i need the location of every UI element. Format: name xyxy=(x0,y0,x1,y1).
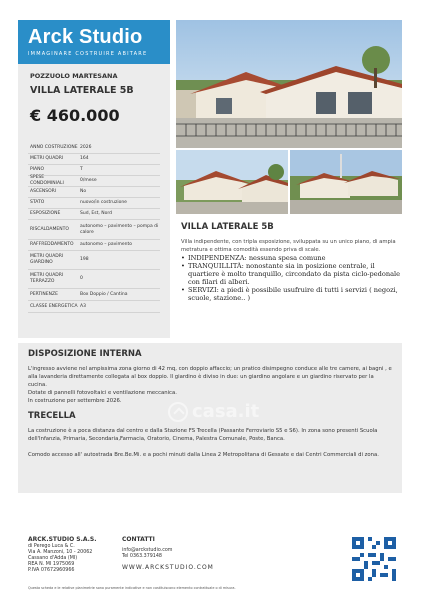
layout-paragraph: Dotate di pannelli fotovoltaici e ventilazione meccanica. xyxy=(28,390,177,396)
spec-row xyxy=(28,220,160,240)
summary-bullet xyxy=(181,254,401,262)
layout-paragraph: In costruzione per settembre 2026. xyxy=(28,398,122,404)
spec-row xyxy=(28,270,160,289)
spec-value: No xyxy=(80,189,87,194)
spec-label: PIANO xyxy=(30,167,45,172)
contact-phone[interactable]: Tel 0363.379148 xyxy=(122,554,162,559)
area-heading: TRECELLA xyxy=(28,411,76,421)
summary-bullet xyxy=(181,286,401,302)
area-paragraph: Comodo accesso all' autostrada Bre.Be.Mi. e a pochi minuti dalla Linea 2 Metropolitana di Gessate e dai Centri Commerciali di zona. xyxy=(28,452,379,458)
spec-value: 2026 xyxy=(80,145,92,150)
spec-value: nuovo/in costruzione xyxy=(80,200,127,205)
company-line: P.IVA 07672960966 xyxy=(28,568,75,573)
disclaimer: Questa scheda e le relative planimetrie sono puramente indicative e non costituiscono elemento contrattuale o di misura. xyxy=(28,586,236,590)
listing-price: € 460.000 xyxy=(30,106,120,125)
contacts xyxy=(122,537,214,571)
watermark xyxy=(168,401,259,422)
spec-label: SPESE CONDOMINIALI xyxy=(30,175,64,186)
spec-value: autonomo – pavimento xyxy=(80,242,133,247)
spec-value: 0 xyxy=(80,276,83,281)
company-line: Via A. Manzoni, 10 - 20062 xyxy=(28,550,93,555)
qr-code-icon[interactable] xyxy=(352,537,396,581)
watermark-text: casa.it xyxy=(192,401,260,422)
spec-label: ANNO COSTRUZIONE xyxy=(30,145,78,150)
company-line: Cassano d'Adda (MI) xyxy=(28,556,78,561)
description-section xyxy=(18,343,402,493)
bullet-text: INDIPENDENZA: nessuna spesa comune xyxy=(188,254,326,262)
spec-label: PERTINENZE xyxy=(30,291,58,297)
paragraph-spacer xyxy=(28,443,392,451)
spec-value: 0/mese xyxy=(80,178,97,183)
spec-value: A3 xyxy=(80,303,86,309)
brand-tagline: IMMAGINARE COSTRUIRE ABITARE xyxy=(28,51,148,57)
bullet-text: SERVIZI: a piedi è possibile usufruire di tutti i servizi ( negozi, scuole, stazione.. ) xyxy=(188,286,398,302)
contacts-title: CONTATTI xyxy=(122,536,155,543)
spec-row xyxy=(28,176,160,187)
spec-label: METRI QUADRI TERRAZZO xyxy=(30,273,64,284)
layout-heading: DISPOSIZIONE INTERNA xyxy=(28,349,142,359)
render-photo-aerial xyxy=(290,150,402,214)
summary-bullet xyxy=(181,262,401,286)
spec-row xyxy=(28,240,160,251)
spec-row xyxy=(28,209,160,220)
spec-row xyxy=(28,251,160,270)
spec-row xyxy=(28,301,160,313)
company-line: di Perego Luca & C. xyxy=(28,544,75,549)
company-info xyxy=(28,537,97,574)
summary-title: VILLA LATERALE 5B xyxy=(181,222,274,232)
spec-value: T xyxy=(80,167,83,172)
spec-value: 164 xyxy=(80,156,89,161)
listing-info-panel xyxy=(18,20,170,338)
spec-label: METRI QUADRI GIARDINO xyxy=(30,254,64,265)
specs-table xyxy=(28,143,160,313)
spec-label: METRI QUADRI xyxy=(30,156,64,161)
listing-location: POZZUOLO MARTESANA xyxy=(30,72,118,80)
spec-value: Sud, Est, Nord xyxy=(80,211,112,216)
brand-header xyxy=(18,20,170,64)
spec-value: Box Doppio / Cantina xyxy=(80,291,128,297)
spec-label: RISCALDAMENTO xyxy=(30,226,69,232)
spec-label: STATO xyxy=(30,200,45,205)
spec-label: RAFFREDDAMENTO xyxy=(30,242,74,247)
company-line: REA N. MI 1975069 xyxy=(28,562,75,567)
house-logo-icon xyxy=(168,402,188,422)
render-photo-side xyxy=(176,150,288,214)
spec-value: autonomo – pavimento – pompa di calore xyxy=(80,223,159,235)
spec-row xyxy=(28,198,160,209)
spec-row xyxy=(28,289,160,301)
spec-row xyxy=(28,154,160,165)
spec-row xyxy=(28,187,160,198)
bullet-text: TRANQUILLITÀ: nonostante sia in posizione centrale, il quartiere è molto tranquillo, circondato da pista ciclo-pedonale con filari di alberi. xyxy=(188,262,401,286)
main-render-photo xyxy=(176,20,402,148)
bullet-dot-icon: • xyxy=(181,254,185,262)
spec-label: ASCENSORI xyxy=(30,189,57,194)
spec-label: CLASSE ENERGETICA xyxy=(30,303,78,309)
spec-row xyxy=(28,143,160,154)
spec-label: ESPOSIZIONE xyxy=(30,211,61,216)
bullet-dot-icon: • xyxy=(181,286,185,294)
company-name: ARCK.STUDIO S.A.S. xyxy=(28,536,97,543)
area-paragraph: La costruzione è a poca distanza dal centro e dalla Stazione FS Trecella (Passante Ferroviario S5 e S6). In zona sono presenti Scuola dell'Infanzia, Primaria, Secondaria,Farmacia, Oratorio, Cinema, Palestra Comunale, Poste, Banca. xyxy=(28,428,378,442)
bullet-dot-icon: • xyxy=(181,262,185,270)
listing-title: VILLA LATERALE 5B xyxy=(30,85,134,96)
website-link[interactable]: WWW.ARCKSTUDIO.COM xyxy=(122,563,214,571)
spec-value: 198 xyxy=(80,257,89,262)
contact-email[interactable]: info@arckstudio.com xyxy=(122,547,173,553)
brand-logo: Arck Studio xyxy=(28,26,143,48)
layout-paragraph: L'ingresso avviene nel ampissima zona giorno di 42 mq, con doppio affaccio; un pratico disimpegno conduce alle tre camere, ai bagni , e alla lavanderia direttamente collegata al box doppio. Il giardino è diviso in due: un giardino angolare e un giardino riservato per la cucina. xyxy=(28,366,392,388)
summary-intro: Villa indipendente, con tripla esposizione, sviluppata su un unico piano, di ampia metratura e ottima comodità essendo priva di scale. xyxy=(181,239,396,253)
listing-summary xyxy=(181,222,401,302)
